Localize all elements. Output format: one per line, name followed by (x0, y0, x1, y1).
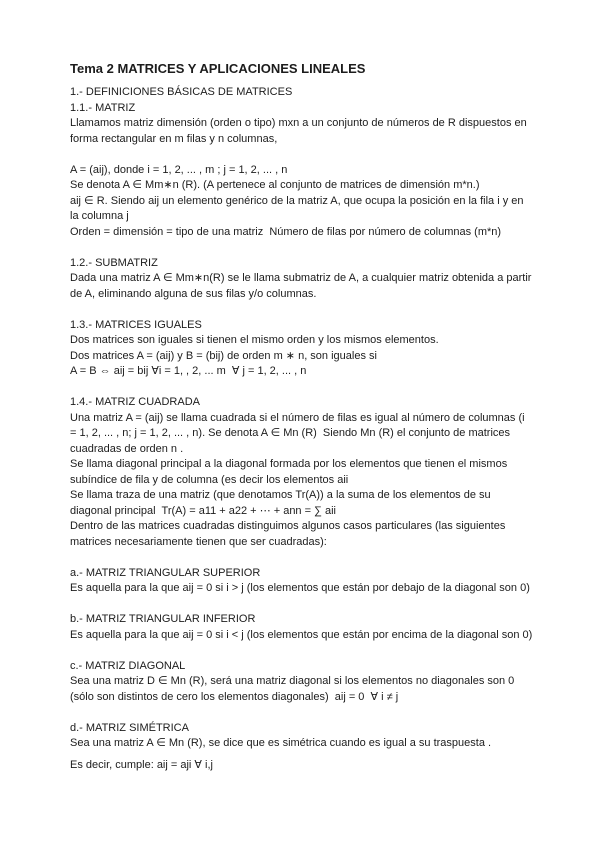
para-iguales-definicion: Dos matrices son iguales si tienen el mismo orden y los mismos elementos. (70, 334, 439, 346)
para-iguales-orden: Dos matrices A = (aij) y B = (bij) de orden m ∗ n, son iguales si (70, 349, 377, 362)
para-triangular-inferior-definicion: Es aquella para la que aij = 0 si i < j (los elementos que están por encima de la diagonal son 0) (70, 628, 533, 641)
para-cuadrada-casos-particulares: Dentro de las matrices cuadradas distinguimos algunos casos particulares (las siguientes matrices necesariamente tienen que ser cuadradas): (70, 520, 509, 548)
heading-definiciones-basicas: 1.- DEFINICIONES BÁSICAS DE MATRICES (70, 86, 293, 98)
para-cuadrada-traza: Se llama traza de una matriz (que denotamos Tr(A)) a la suma de los elementos de su diagonal principal Tr(A) = a11 + a22 + ⋯ + ann = ∑ aii (70, 489, 494, 517)
para-matriz-denota: Se denota A ∈ Mm∗n (R). (A pertenece al conjunto de matrices de dimensión m*n.) (70, 179, 480, 191)
para-simetrica-formula: Es decir, cumple: aij = aji ∀ i,j (70, 758, 213, 771)
para-iguales-formula: A = B ⇔ aij = bij ∀i = 1, , 2, ... m ∀ j = 1, 2, ... , n (70, 365, 307, 377)
para-matriz-notacion: A = (aij), donde i = 1, 2, ... , m ; j = 1, 2, ... , n (70, 163, 288, 176)
heading-triangular-superior: a.- MATRIZ TRIANGULAR SUPERIOR (70, 566, 261, 579)
heading-matriz-cuadrada: 1.4.- MATRIZ CUADRADA (70, 396, 200, 408)
para-cuadrada-diagonal-principal: Se llama diagonal principal a la diagonal formada por los elementos que tienen el mismos subíndice de fila y de columna (es decir los elementos aii (70, 458, 511, 486)
para-matriz-orden: Orden = dimensión = tipo de una matriz Número de filas por número de columnas (m*n) (70, 225, 502, 238)
heading-triangular-inferior: b.- MATRIZ TRIANGULAR INFERIOR (70, 613, 256, 625)
para-simetrica-definicion: Sea una matriz A ∈ Mn (R), se dice que es simétrica cuando es igual a su traspuesta . (70, 737, 492, 749)
para-diagonal-definicion: Sea una matriz D ∈ Mn (R), será una matriz diagonal si los elementos no diagonales son 0 (sólo son distintos de cero los elementos diagonales) aij = 0 ∀ i ≠ j (70, 675, 518, 703)
heading-matriz-simetrica: d.- MATRIZ SIMÉTRICA (70, 721, 189, 734)
heading-matrices-iguales: 1.3.- MATRICES IGUALES (70, 318, 202, 331)
para-matriz-definicion: Llamamos matriz dimensión (orden o tipo) mxn a un conjunto de números de R dispuestos en forma rectangular en m filas y n columnas, (70, 117, 530, 145)
para-submatriz-definicion: Dada una matriz A ∈ Mm∗n(R) se le llama submatriz de A, a cualquier matriz obtenida a partir de A, eliminando alguna de sus filas y/o columnas. (70, 272, 535, 300)
doc-title: Tema 2 MATRICES Y APLICACIONES LINEALES (70, 61, 366, 76)
heading-matriz: 1.1.- MATRIZ (70, 101, 136, 114)
heading-submatriz: 1.2.- SUBMATRIZ (70, 256, 158, 269)
para-matriz-elemento-generico: aij ∈ R. Siendo aij un elemento genérico de la matriz A, que ocupa la posición en la fila i y en la columna j (70, 194, 527, 222)
heading-matriz-diagonal: c.- MATRIZ DIAGONAL (70, 659, 186, 672)
para-triangular-superior-definicion: Es aquella para la que aij = 0 si i > j (los elementos que están por debajo de la diagonal son 0) (70, 582, 530, 594)
para-cuadrada-definicion: Una matriz A = (aij) se llama cuadrada si el número de filas es igual al número de columnas (i = 1, 2, ... , n; j = 1, 2, ... , n). Se denota A ∈ Mn (R) Siendo Mn (R) el conjunto de matrices cuadradas de orden n . (70, 411, 528, 455)
